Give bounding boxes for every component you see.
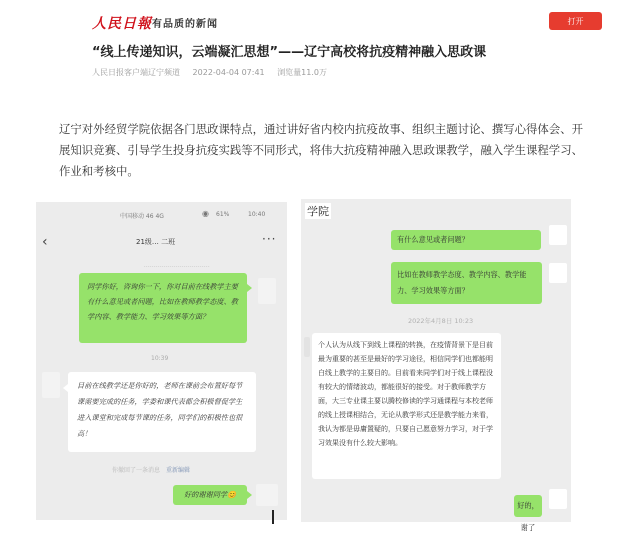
avatar[interactable] bbox=[549, 263, 567, 283]
bubble-tail bbox=[247, 491, 252, 499]
avatar[interactable] bbox=[549, 225, 567, 245]
chat-screenshot-left bbox=[36, 202, 287, 520]
reply-bubble: 好的，谢了 bbox=[514, 495, 542, 517]
faded-message: …………………………… bbox=[144, 262, 210, 269]
avatar[interactable] bbox=[549, 489, 567, 509]
app-logo: 人民日報 bbox=[92, 16, 152, 32]
article-headline: “线上传递知识，云端凝汇思想”——辽宁高校将抗疫精神融入思政课 bbox=[92, 45, 487, 60]
status-time: 10:40 bbox=[248, 211, 266, 218]
recall-notice bbox=[112, 465, 190, 474]
question-detail-bubble: 比如在教师教学态度、教学内容、教学能力、学习效果等方面？ bbox=[391, 262, 542, 304]
student-answer-bubble: 个人认为从线下到线上课程的转换，在疫情背景下是目前最为重要的甚至是最好的学习途径，相信同学们也都能明白线上教学的主要目的。目前看来同学们对于线上课程没有较大的情绪波动，都能很好的接受。对于教师教学方面，大三专业课主要以腾校修读的学习通课程与本校老师的线上授课相结合，无论从教学形式还是教学能力来看，我认为都是毋庸置疑的，只要自己愿意努力学习，对于学习效果没有什么较大影响。 bbox=[312, 333, 501, 479]
carrier-label: 中国移动 46 4G bbox=[120, 213, 164, 220]
open-app-button[interactable]: 打开 bbox=[549, 12, 602, 30]
more-options-icon[interactable]: ··· bbox=[262, 232, 277, 246]
student-answer-bubble: 目前在线教学还是你好的，老师在课前会布置好每节课需要完成的任务，学委和课代表都会积极督促学生进入课堂和完成每节课的任务，同学们的积极性也很高！ bbox=[68, 372, 256, 452]
re-edit-link[interactable]: 重新编辑 bbox=[165, 467, 190, 474]
avatar[interactable] bbox=[258, 278, 276, 304]
thanks-bubble: 好的谢谢同学😊 bbox=[173, 485, 247, 505]
teacher-question-bubble: 同学你好，咨询你一下，你对目前在线教学主要有什么意见或者问题，比如在教师教学态度、教学内容、教学能力、学习效果等方面？ bbox=[79, 273, 247, 343]
article-views: 浏览量11.0万 bbox=[277, 68, 327, 77]
chat-screenshot-right bbox=[301, 199, 571, 532]
eye-icon: ◉ bbox=[202, 209, 209, 218]
recall-text: 你撤回了一条消息 bbox=[112, 467, 161, 474]
divider-line bbox=[272, 510, 274, 524]
back-arrow-icon[interactable]: ‹ bbox=[42, 234, 48, 250]
chat-header bbox=[36, 232, 287, 254]
message-time: 2022年4月8日 10:23 bbox=[408, 317, 474, 325]
article-source[interactable]: 人民日报客户端辽宁频道 bbox=[92, 68, 180, 77]
app-slogan: 有品质的新闻 bbox=[152, 19, 218, 30]
chat-title: 21级… 二班 bbox=[136, 238, 176, 246]
status-bar bbox=[36, 208, 287, 222]
chat-title: 学院 bbox=[307, 205, 329, 218]
article-date: 2022-04-04 07:41 bbox=[192, 68, 265, 77]
message-time: 10:39 bbox=[151, 355, 169, 362]
bubble-tail bbox=[247, 284, 252, 292]
avatar[interactable] bbox=[42, 372, 60, 398]
article-paragraph: 辽宁对外经贸学院依据各门思政课特点，通过讲好省内校内抗疫故事、组织主题讨论、撰写心得体会、开展知识竞赛、引导学生投身抗疫实践等不同形式，将伟大抗疫精神融入思政课教学，融入学生课程学习、作业和考核中。 bbox=[59, 122, 583, 178]
question-bubble: 有什么意见或者问题？ bbox=[391, 230, 541, 250]
battery-level: 61% bbox=[216, 211, 230, 218]
avatar[interactable] bbox=[304, 337, 310, 357]
article-meta bbox=[92, 67, 337, 78]
avatar[interactable] bbox=[256, 484, 278, 506]
